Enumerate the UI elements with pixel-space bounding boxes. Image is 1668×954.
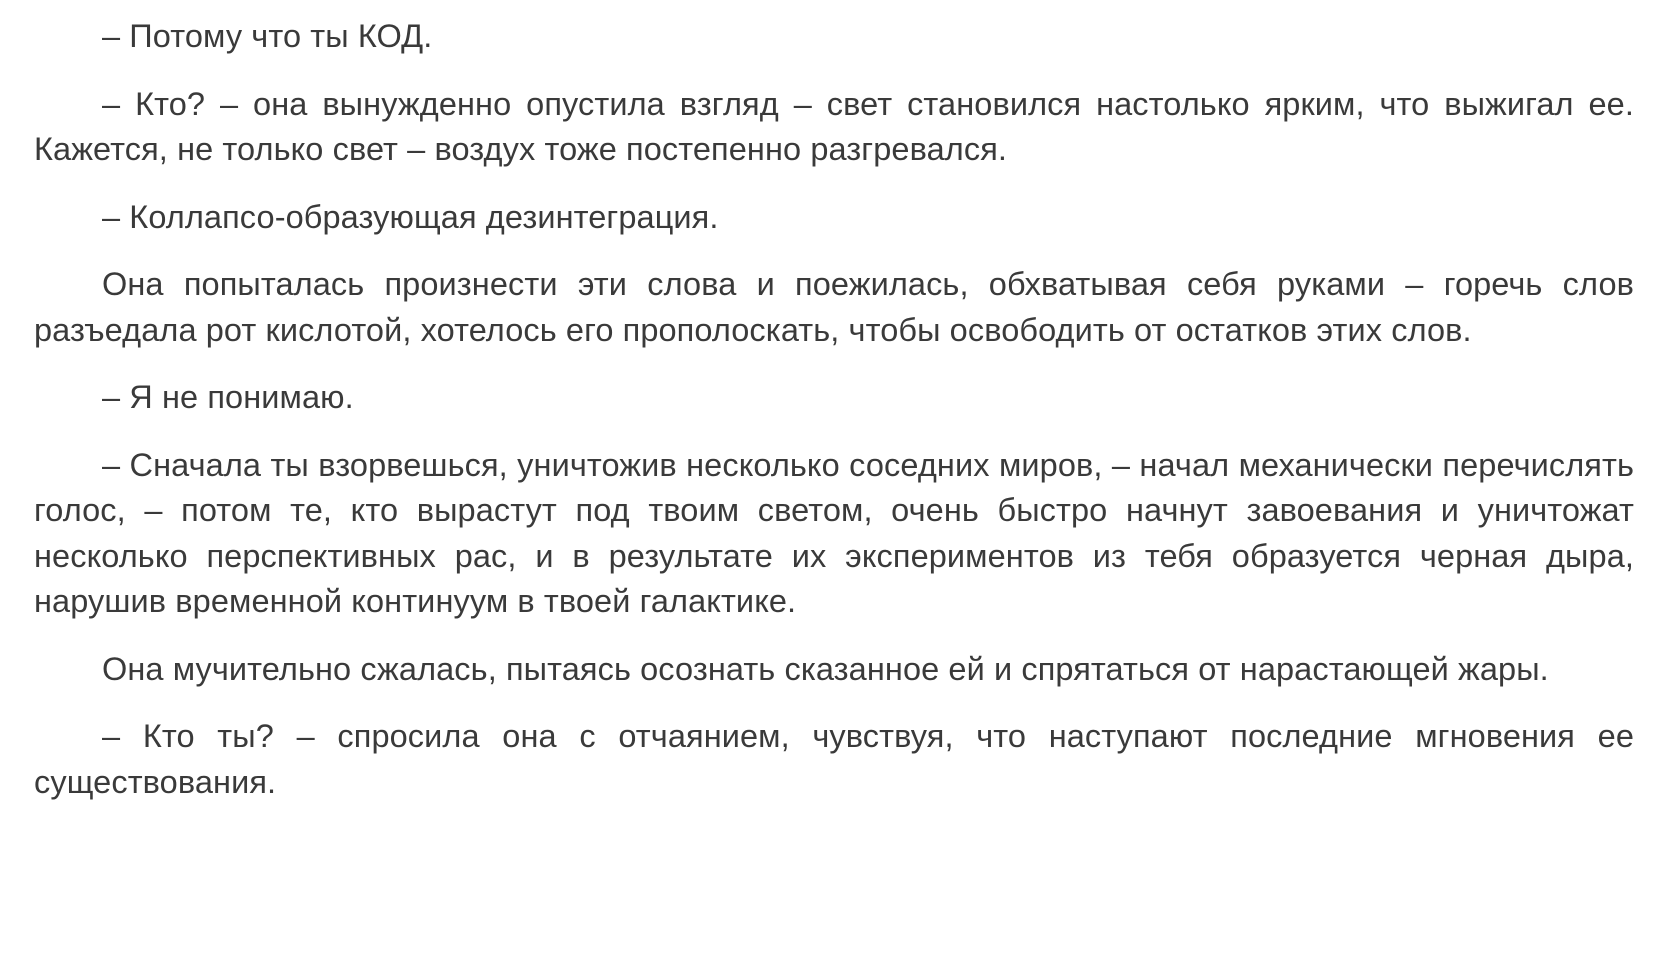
paragraph-voice-prophecy: – Сначала ты взорвешься, уничтожив несколько соседних миров, – начал механически перечислять голос, – потом те, кто вырастут под твоим светом, очень быстро начнут завоевания и уничтожат несколько перспективных рас, и в результате их экспериментов из тебя образуется черная дыра, нарушив временной континуум в твоей галактике. [34,446,1634,619]
paragraph-not-understand: – Я не понимаю. [102,379,354,415]
text-body [34,14,1634,805]
paragraph-bitter-words: Она попыталась произнести эти слова и поежилась, обхватывая себя руками – горечь слов разъедала рот кислотой, хотелось его прополоскать, чтобы освободить от остатков этих слов. [34,266,1634,348]
paragraph-shrinking: Она мучительно сжалась, пытаясь осознать сказанное ей и спрятаться от нарастающей жары. [102,650,1549,687]
paragraph-who-question: – Кто? – она вынужденно опустила взгляд – свет становился настолько ярким, что выжигал ее. Кажется, не только свет – воздух тоже постепенно разгревался. [34,85,1634,167]
paragraph-who-are-you: – Кто ты? – спросила она с отчаянием, чувствуя, что наступают последние мгновения ее существования. [34,718,1634,800]
paragraph-collapse-disintegration: – Коллапсо-образующая дезинтеграция. [102,198,719,235]
paragraph-dialogue-code: – Потому что ты КОД. [102,18,433,54]
